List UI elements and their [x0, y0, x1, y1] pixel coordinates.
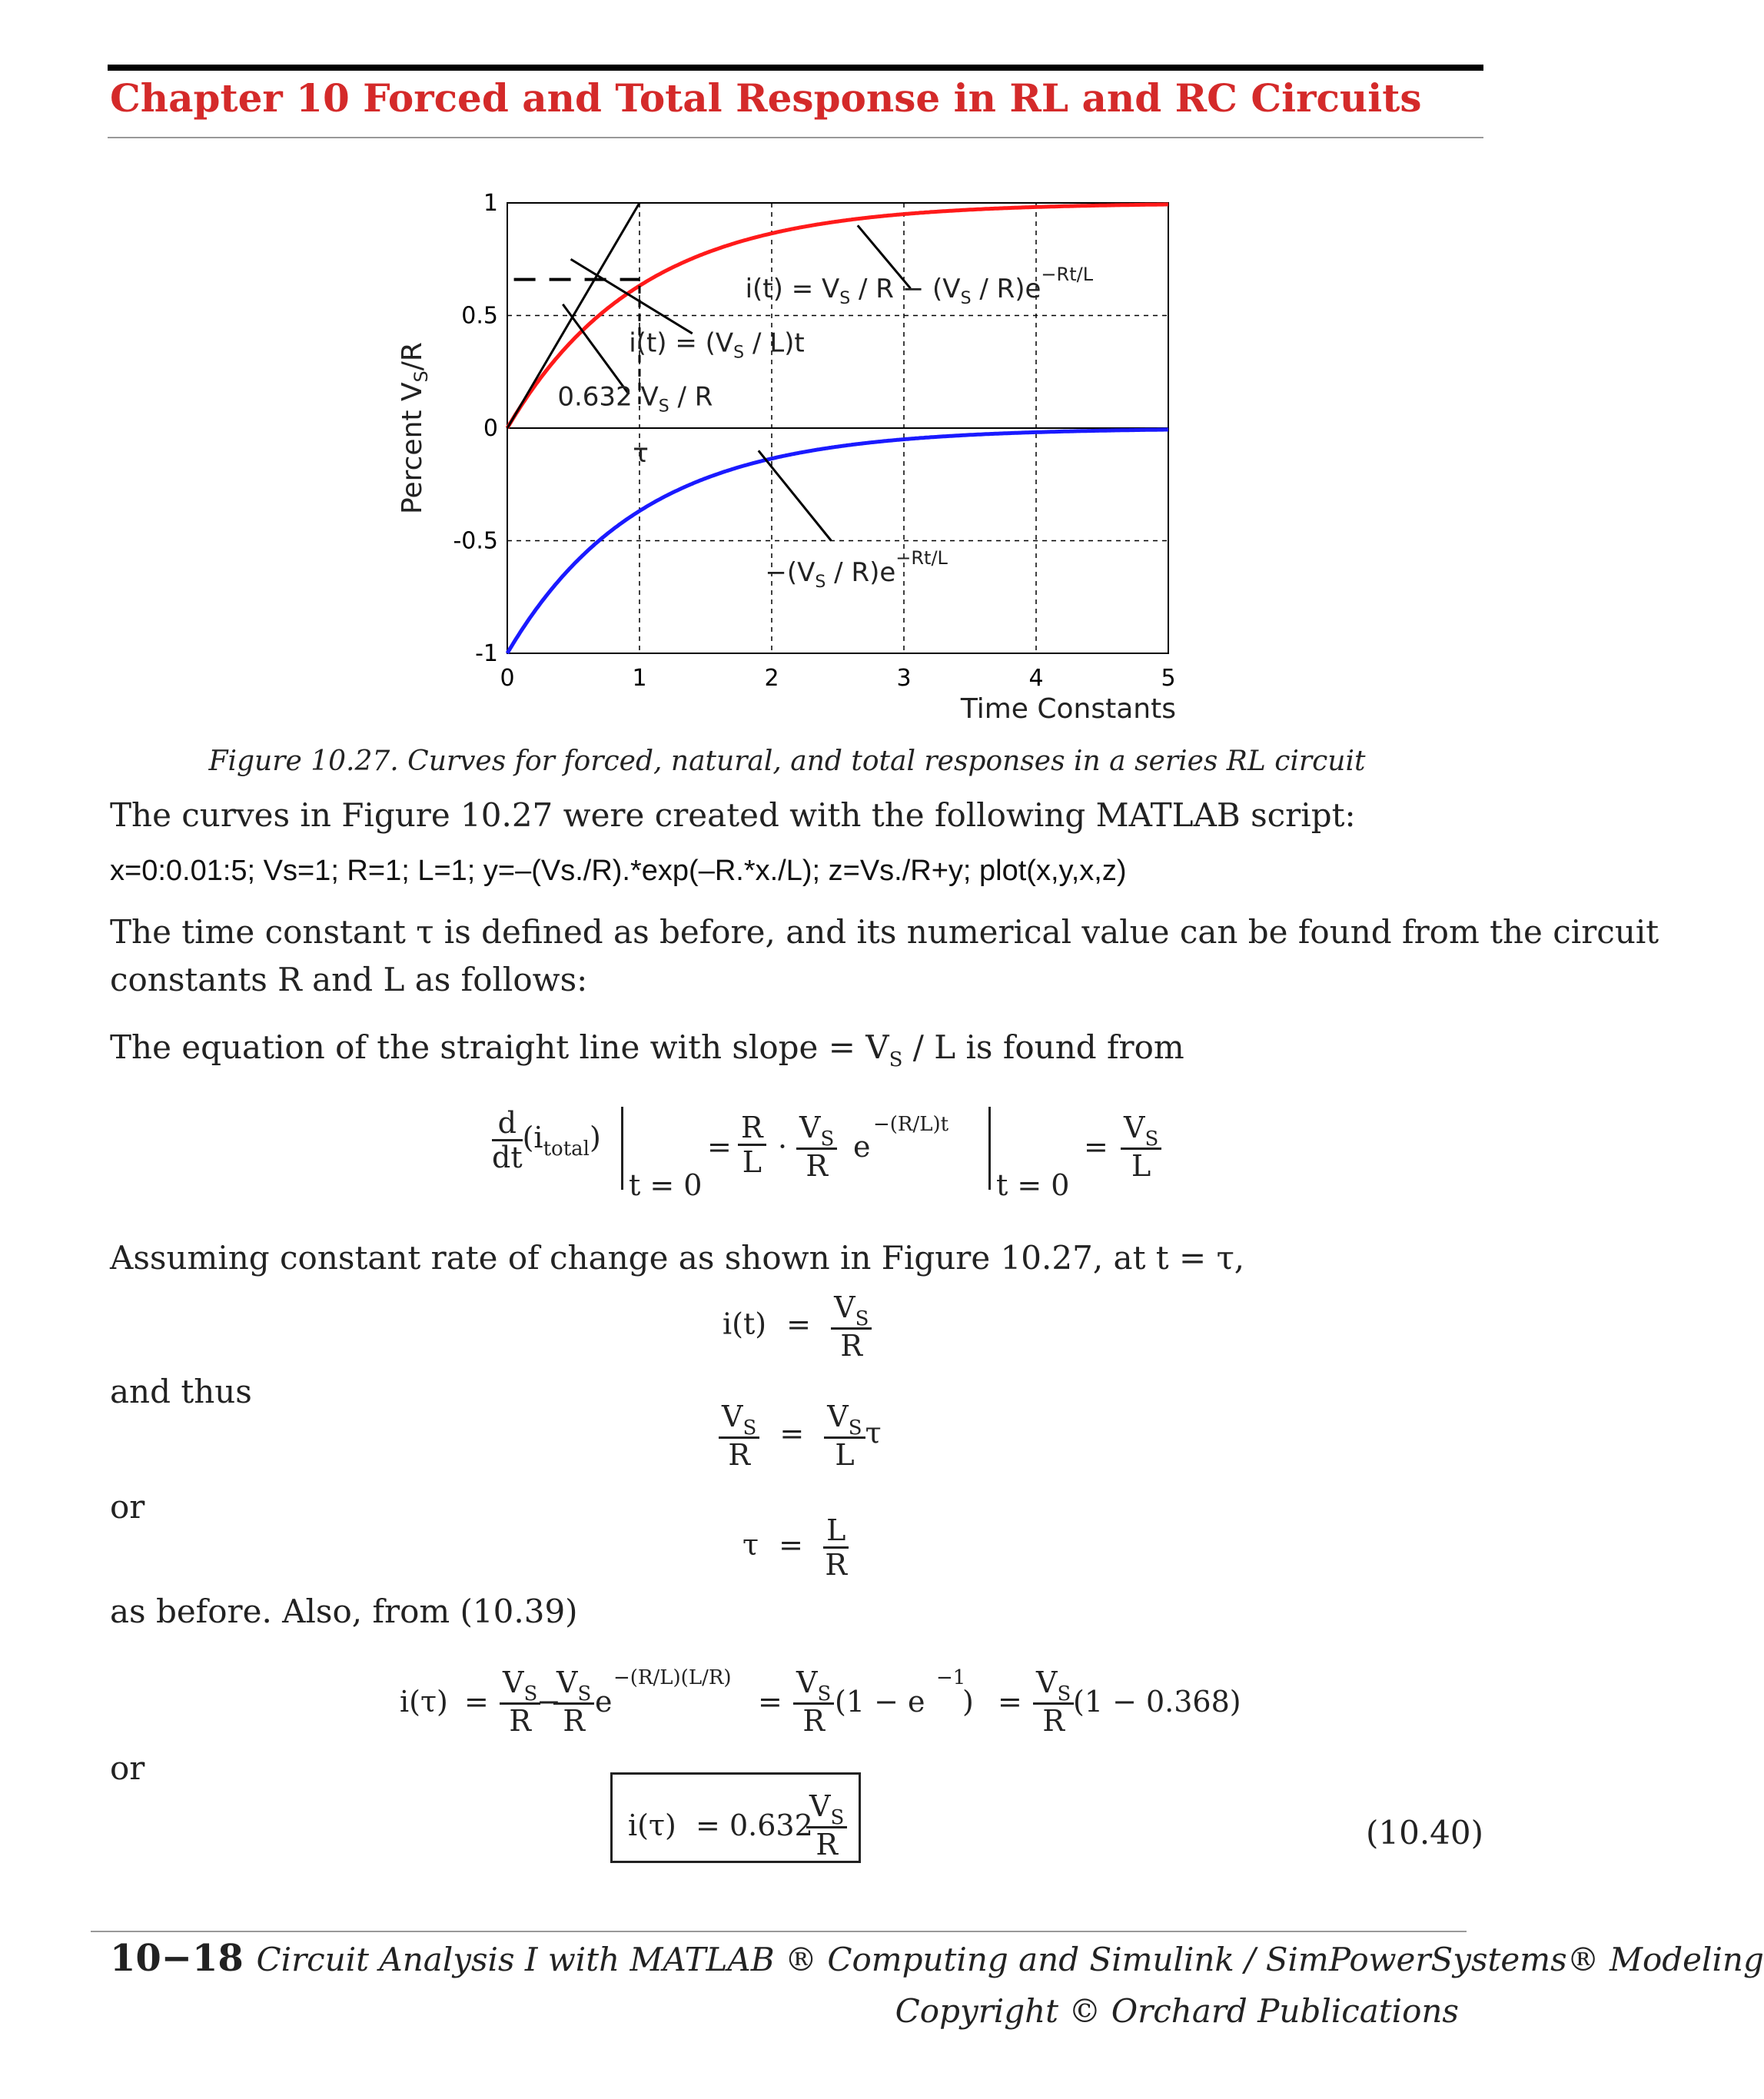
figure	[384, 184, 1230, 738]
r-den-2: R	[825, 1548, 847, 1582]
header-divider	[108, 137, 1483, 138]
top-rule	[108, 65, 1483, 71]
num-it	[831, 1291, 872, 1330]
it: i(t)	[723, 1307, 767, 1341]
p3-sub: S	[889, 1048, 903, 1071]
r-c: R	[802, 1704, 825, 1738]
eq-2: =	[1084, 1130, 1108, 1164]
dt-denominator: dt	[492, 1141, 523, 1174]
response-chart	[384, 184, 1230, 738]
r-d: R	[1042, 1704, 1065, 1738]
x-tick-label: 4	[1028, 665, 1044, 692]
d-numerator: d	[492, 1107, 523, 1141]
eq-it: =	[786, 1307, 812, 1341]
frac-d	[1033, 1666, 1074, 1737]
coef: 0.632	[729, 1808, 813, 1842]
r-a: R	[509, 1704, 531, 1738]
v-d: V	[1036, 1666, 1058, 1699]
annotation-tangent: $i(t) = (V_S / L)t$	[629, 327, 805, 363]
total-sub: total	[543, 1138, 590, 1161]
p3-text: The equation of the straight line with slope = V	[110, 1028, 889, 1066]
v-b: V	[556, 1666, 578, 1699]
d-dt-fraction	[492, 1107, 523, 1174]
s: S	[820, 1128, 835, 1151]
x-tick-label: 0	[500, 665, 515, 692]
e-1: e	[853, 1130, 871, 1164]
equation-number: (10.40)	[1365, 1814, 1483, 1852]
equation-vs-tau	[719, 1400, 882, 1471]
y-tick-label: -0.5	[453, 527, 498, 555]
l-den-2: L	[1131, 1149, 1151, 1183]
vs-over-l	[1121, 1111, 1161, 1182]
frac-box	[806, 1790, 847, 1861]
paragraph-2b: constants R and L as follows:	[110, 961, 588, 998]
paragraph-1: The curves in Figure 10.27 were created with the following MATLAB script:	[110, 796, 1356, 834]
one-minus-368: (1 − 0.368)	[1073, 1685, 1241, 1719]
r-over-l	[738, 1111, 766, 1178]
s-l: S	[742, 1416, 757, 1440]
eq-box: =	[696, 1808, 720, 1842]
x-tick-label: 3	[896, 665, 912, 692]
vs-over-r	[796, 1111, 837, 1182]
equation-itau-expanded	[400, 1662, 1245, 1746]
t0-label-2: t = 0	[996, 1168, 1070, 1202]
annotation-natural: $-(V_S / R)e^{-Rt/L}$	[765, 547, 948, 593]
v-r: V	[827, 1400, 849, 1433]
r-l: R	[728, 1438, 750, 1472]
equation-it	[723, 1291, 872, 1362]
num-b	[553, 1666, 594, 1705]
s-r: S	[848, 1416, 862, 1440]
book-title: Circuit Analysis I with MATLAB ® Computing and Simulink / SimPowerSystems® Modeling	[256, 1941, 1764, 1978]
eq-tau2: =	[779, 1528, 803, 1562]
s-b: S	[577, 1682, 592, 1705]
exp-m1: −1	[936, 1666, 966, 1689]
t0-label-1: t = 0	[629, 1168, 703, 1202]
eq-b: =	[758, 1685, 782, 1719]
close-paren: )	[962, 1685, 974, 1719]
s-c: S	[817, 1682, 832, 1705]
minus-a: −	[537, 1685, 561, 1719]
eq-a: =	[464, 1685, 489, 1719]
exp-rl: −(R/L)t	[873, 1113, 949, 1136]
v-it: V	[834, 1290, 855, 1324]
r-num: R	[738, 1111, 766, 1146]
annotation-total: $i(t) = V_S / R - (V_S / R)e^{-Rt/L}$	[745, 264, 1094, 309]
rhs-num	[824, 1400, 865, 1439]
l-over-r	[823, 1514, 849, 1581]
frac-c	[793, 1666, 834, 1737]
v-c: V	[796, 1666, 818, 1699]
exp-rlrl: −(R/L)(L/R)	[613, 1666, 732, 1689]
v2: V	[1124, 1111, 1145, 1144]
eq-1: =	[707, 1130, 732, 1164]
s-box: S	[830, 1806, 845, 1829]
footer-line	[110, 1937, 1764, 1980]
v-box: V	[809, 1789, 831, 1823]
vs-num	[796, 1111, 837, 1150]
y-tick-label: 0.5	[461, 302, 498, 330]
x-tick-label: 2	[764, 665, 779, 692]
v: V	[799, 1111, 821, 1144]
l-r: L	[835, 1438, 855, 1472]
itau-2: i(τ)	[628, 1808, 676, 1842]
s-a: S	[523, 1682, 538, 1705]
derivative-equation	[492, 1107, 1184, 1214]
boxed-equation	[610, 1772, 861, 1863]
x-tick-label: 1	[632, 665, 647, 692]
dot: ·	[778, 1130, 788, 1164]
matlab-code: x=0:0.01:5; Vs=1; R=1; L=1; y=–(Vs./R).*exp(–R.*x./L); z=Vs./R+y; plot(x,y,x,z)	[110, 855, 1127, 887]
or-2: or	[110, 1749, 145, 1787]
r-it: R	[840, 1329, 863, 1363]
y-tick-label: -1	[475, 640, 498, 667]
x-tick-label: 5	[1161, 665, 1176, 692]
v-l: V	[722, 1400, 743, 1433]
eval-bar-1	[621, 1107, 623, 1190]
y-tick-label: 0	[483, 415, 498, 442]
p3-end: / L is found from	[912, 1028, 1184, 1066]
i-open: (i	[522, 1121, 543, 1154]
y-tick-label: 1	[483, 190, 498, 217]
tau-mult: τ	[865, 1416, 882, 1450]
i-close: )	[589, 1121, 601, 1154]
eval-bar-2	[988, 1107, 991, 1190]
paragraph-4: Assuming constant rate of change as shown in Figure 10.27, at t = τ,	[110, 1239, 1245, 1277]
lhs-frac	[719, 1400, 759, 1471]
paragraph-2a: The time constant τ is defined as before, and its numerical value can be found from the circuit	[110, 913, 1659, 951]
as-before: as before. Also, from (10.39)	[110, 1593, 578, 1630]
rhs-frac	[824, 1400, 865, 1471]
one-minus: (1 − e	[835, 1685, 925, 1719]
figure-caption: Figure 10.27. Curves for forced, natural, and total responses in a series RL circuit	[208, 746, 1366, 777]
num-box	[806, 1790, 847, 1828]
page-number: 10−18	[110, 1937, 244, 1980]
annotation-tau: τ	[633, 437, 649, 469]
s2: S	[1144, 1128, 1159, 1151]
r-den: R	[806, 1149, 828, 1183]
num-c	[793, 1666, 834, 1705]
frac-a	[500, 1666, 540, 1737]
s-d: S	[1057, 1682, 1071, 1705]
or-1: or	[110, 1488, 145, 1526]
r-box: R	[816, 1828, 838, 1862]
equation-tau	[742, 1514, 849, 1581]
footer-divider	[91, 1931, 1467, 1932]
l-num: L	[823, 1514, 849, 1549]
v-a: V	[503, 1666, 524, 1699]
num-a	[500, 1666, 540, 1705]
chapter-title: Chapter 10 Forced and Total Response in RL and RC Circuits	[110, 75, 1422, 121]
tau-lhs: τ	[742, 1528, 759, 1562]
paragraph-3	[110, 1024, 1184, 1076]
e-b: e	[595, 1685, 613, 1719]
annotation-632: 0.632 $V_S$ / R	[557, 381, 713, 417]
x-axis-label: Time Constants	[960, 693, 1176, 725]
r-b: R	[563, 1704, 585, 1738]
copyright: Copyright © Orchard Publications	[895, 1992, 1459, 2030]
num-d	[1033, 1666, 1074, 1705]
eq-c: =	[998, 1685, 1022, 1719]
and-thus: and thus	[110, 1373, 252, 1410]
vs-num-2	[1121, 1111, 1161, 1150]
itau-1: i(τ)	[400, 1685, 448, 1719]
frac-b	[553, 1666, 594, 1737]
vs-over-r-it	[831, 1291, 872, 1362]
lhs-num	[719, 1400, 759, 1439]
l-den: L	[742, 1145, 762, 1179]
y-axis-label: Percent $V_S/R$	[397, 342, 432, 514]
eq-tau: =	[779, 1416, 805, 1450]
s-it: S	[855, 1307, 869, 1330]
